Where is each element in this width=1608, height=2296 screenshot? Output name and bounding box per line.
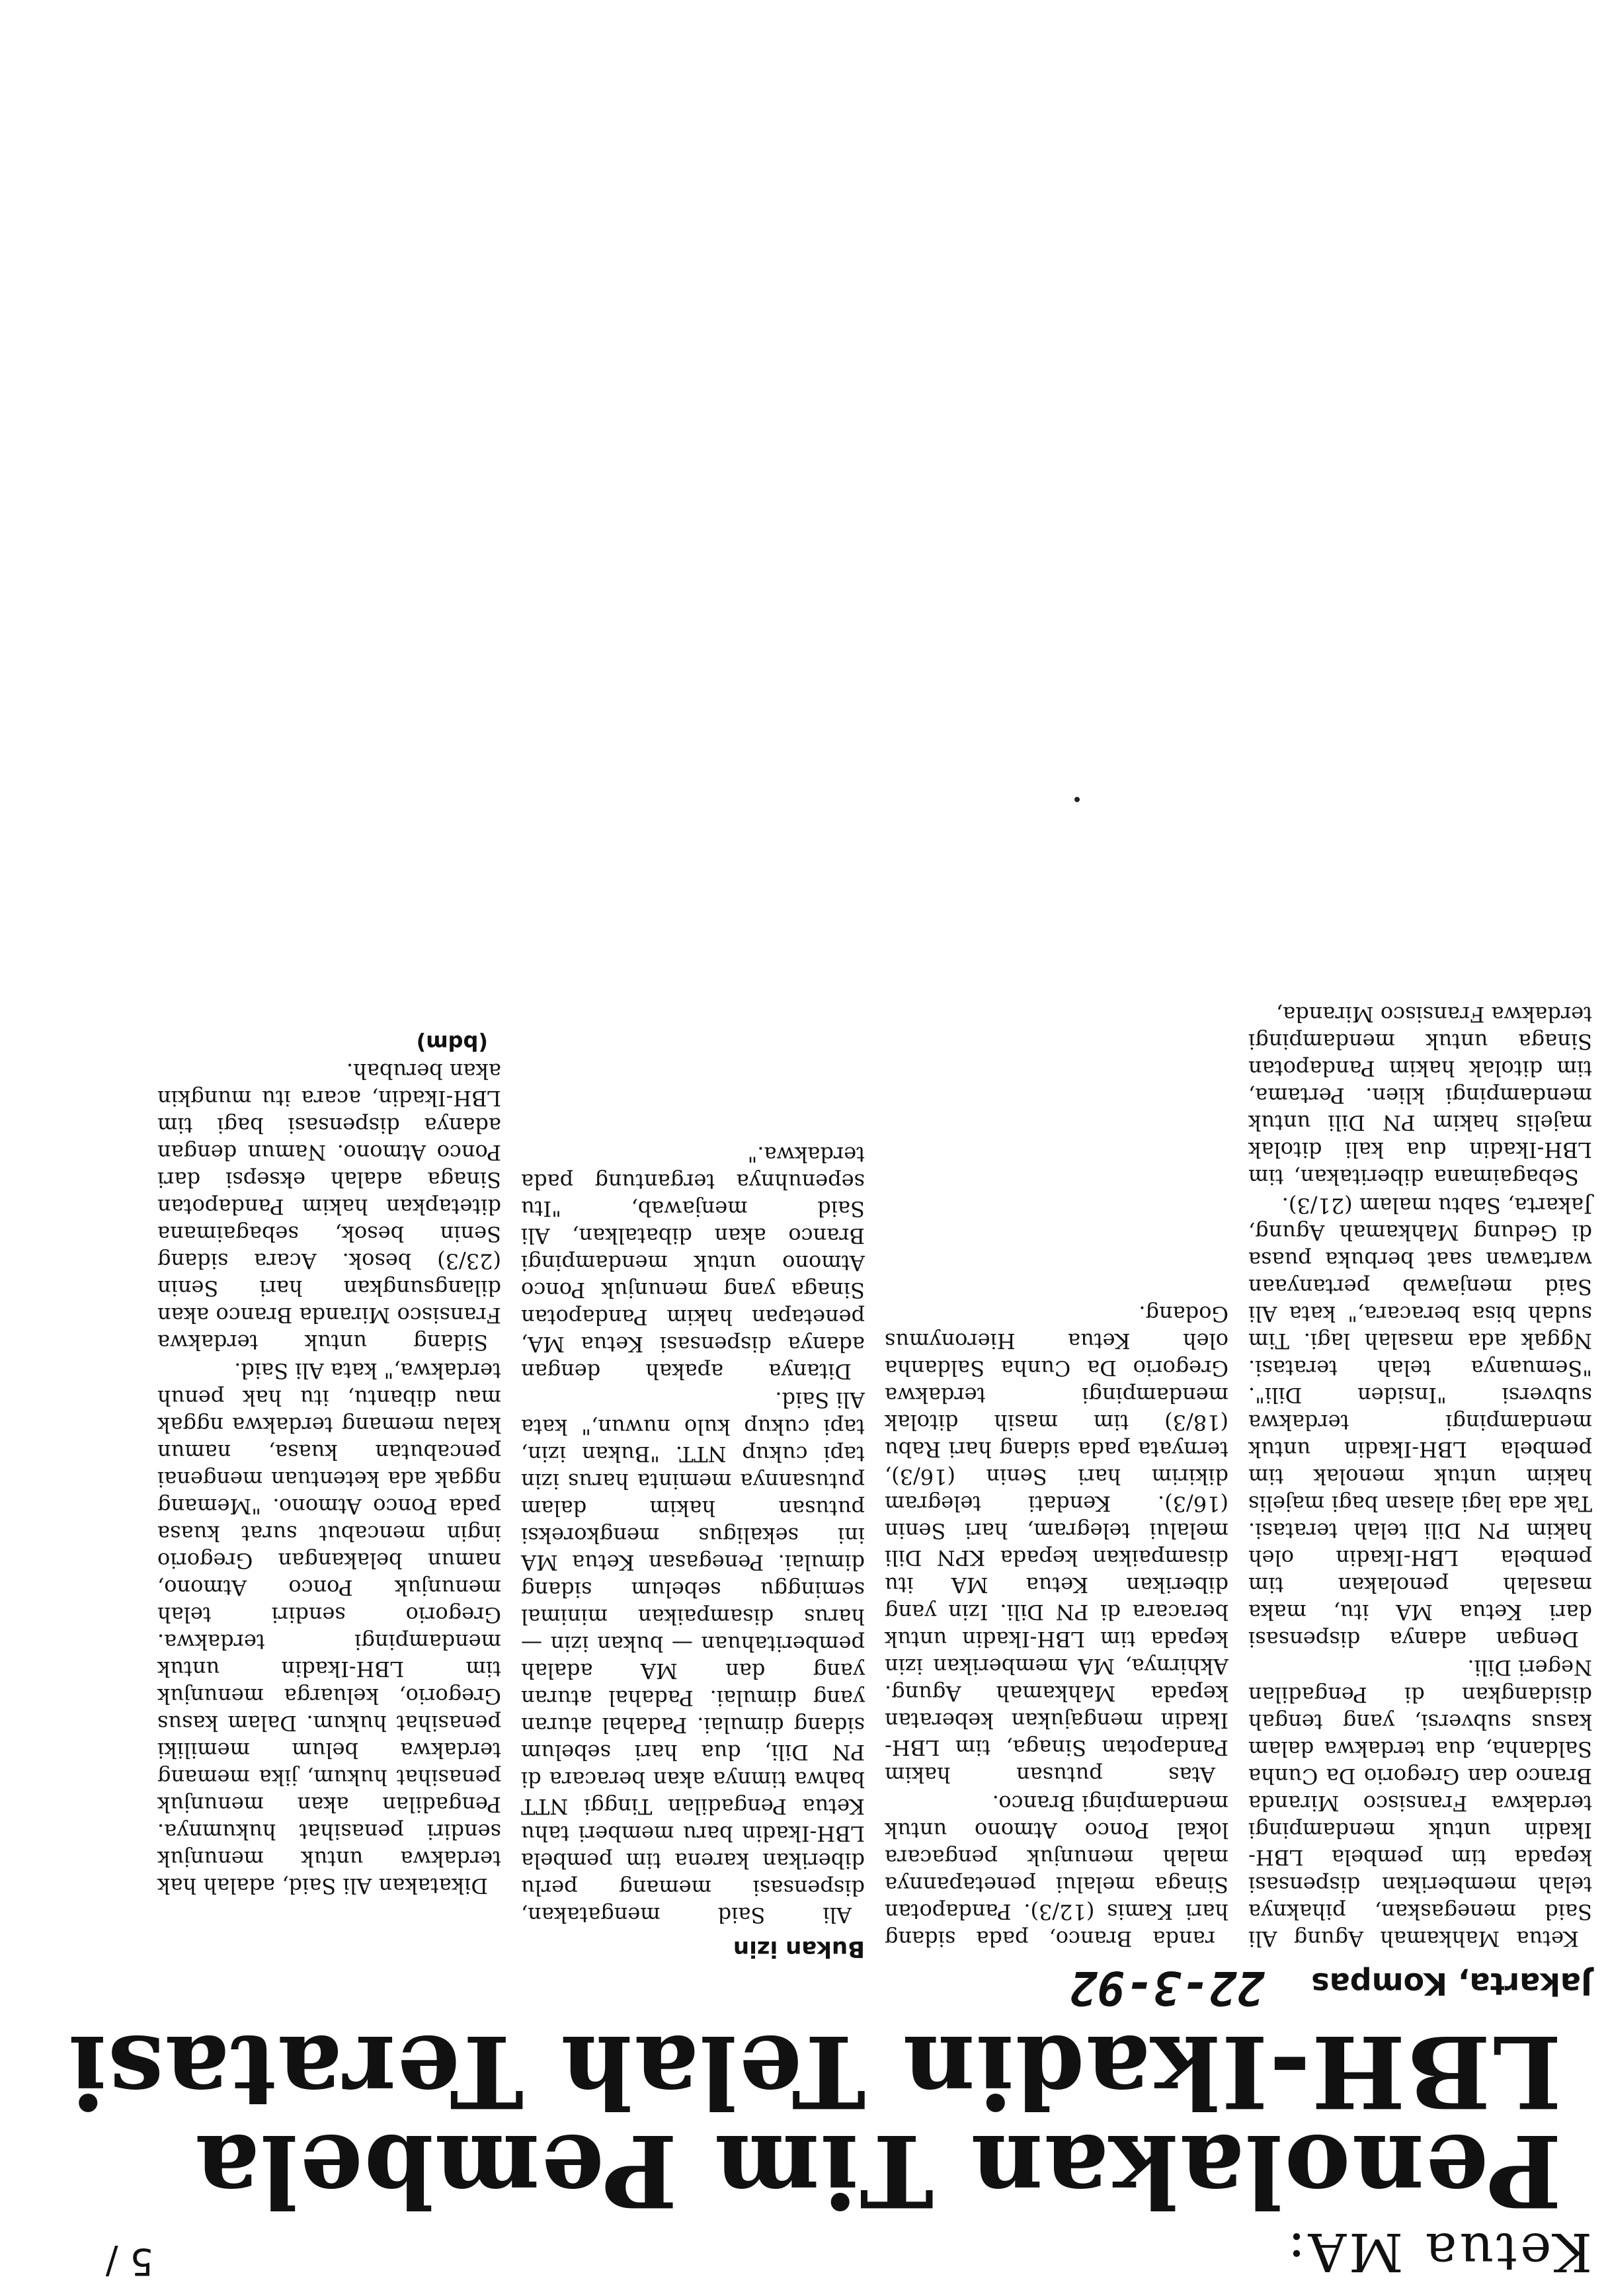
paragraph: Ali Said mengatakan, dispensasi memang perlu diberikan karena tim pembela LBH-Ikadin baru memberi tahu Ketua Pengadilan Tinggi NTT bahwa timnya akan beracara di PN Dili, dua hari sebelum sidang dimulai. Padahal aturan yang dimulai. Padahal aturan yang dan MA adalah pemberitahuan — bukan izin — harus disampaikan minimal seminggu sebelum sidang dimulai. Penegasan Ketua MA ini sekaligus mengkoreksi putusan hakim dalam putusannya meminta harus izin tapi cukup NTT. "Bukan izin, tapi cukup kulo nuwun," kata Ali Said. xyxy=(521,1387,865,1928)
corner-mark: 5 / xyxy=(105,2240,153,2283)
scan-speck xyxy=(1074,797,1080,802)
paragraph: Ditanya apakah dengan adanya dispensasi Ketua MA, penetapan hakim Pandapotan Sinaga yang menunjuk Ponco Atmono untuk mendampingi Branco akan dibatalkan, Ali Said menjawab, "Itu sepenuhnya tergantung pada terdakwa." xyxy=(521,1142,865,1384)
article-byline: Jakarta, Kompas xyxy=(1311,1966,1592,2002)
paragraph: Atas putusan hakim Pandapotan Sinaga, tim LBH-Ikadin mengajukan keberatan kepada Mahkamah Agung. Akhirnya, MA memberikan izin kepada tim LBH-Ikadin untuk beracara di PN Dili. Izin yang diberikan Ketua MA itu disampaikan kepada KPN Dili melalui telegram, hari Senin (16/3). Kendati telegram dikirim hari Senin (16/3), ternyata pada sidang hari Rabu (18/3) tim masih ditolak mendampingi terdakwa Gregorio Da Cunha Saldanha oleh Ketua Hieronymus Godang. xyxy=(885,1301,1228,1787)
article-subhead: Bukan izin xyxy=(733,1936,865,1962)
paragraph: Sidang untuk terdakwa Fransisco Miranda Branco akan dilangsungkan hari Senin (23/3) besok. Acara sidang Senin besok, sebagaimana ditetapkan hakim Pandapotan Sinaga adalah eksepsi dari Ponco Atmono. Namun dengan adanya dispensasi bagi tim LBH-Ikadin, acara itu mungkin akan berubah. xyxy=(157,1059,501,1355)
article-kicker: Ketua MA: xyxy=(1285,2221,1592,2283)
headline-line-2: LBH-Ikadin Telah Teratasi xyxy=(67,2013,1562,2129)
article-headline xyxy=(67,2013,1562,2229)
column-4 xyxy=(157,1028,501,1899)
column-3 xyxy=(521,1139,865,1962)
column-1 xyxy=(1248,999,1592,1952)
paragraph: Sebagaimana diberitakan, tim LBH-Ikadin dua kali ditolak majelis hakim PN Dili untuk mendampingi klien. Pertama, tim ditolak hakim Pandapotan Sinaga untuk mendampingi terdakwa Fransisco Miranda, xyxy=(1248,1002,1592,1190)
paragraph: randa Branco, pada sidang hari Kamis (12/3). Pandapotan Sinaga melalui penetapannya malah menunjuk pengacara lokal Ponco Atmono untuk mendampingi Branco. xyxy=(885,1791,1228,1951)
paragraph: Dengan adanya dispensasi dari Ketua MA itu, maka masalah penolakan tim pembela LBH-Ikadin oleh hakim PN Dili telah teratasi. Tak ada lagi alasan bagi majelis hakim untuk menolak tim pembela LBH-Ikadin untuk mendampingi terdakwa subversi "Insiden Dili". "Semuanya telah teratasi. Nggak ada masalah lagi. Tim sudah bisa beracara," kata Ali Said menjawab pertanyaan wartawan saat berbuka puasa di Gedung Mahkamah Agung, Jakarta, Sabtu malam (21/3). xyxy=(1248,1193,1592,1652)
paragraph: Ketua Mahkamah Agung Ali Said menegaskan, pihaknya telah memberikan dispensasi kepada tim pembela LBH-Ikadin untuk mendampingi terdakwa Fransisco Miranda Branco dan Gregorio Da Cunha Saldanha, dua terdakwa dalam kasus subversi, yang tengah disidangkan di Pengadilan Negeri Dili. xyxy=(1248,1655,1592,1951)
author-credit: (bdm) xyxy=(416,1030,488,1055)
handwritten-date: 22-3-92 xyxy=(1068,1961,1264,2015)
paragraph: Dikatakan Ali Said, adalah hak terdakwa untuk menunjuk sendiri penasihat hukumnya. Pengadilan akan menunjuk penasihat hukum, jika memang terdakwa belum memiliki penasihat hukum. Dalam kasus Gregorio, keluarga menunjuk tim LBH-Ikadin untuk mendampingi terdakwa. Gregorio sendiri telah menunjuk Ponco Atmono, namun belakangan Gregorio ingin mencabut surat kuasa pada Ponco Atmono. "Memang nggak ada ketentuan mengenai pencabutan kuasa, namun kalau memang terdakwa nggak mau dibantu, itu hak penuh terdakwa," kata Ali Said. xyxy=(157,1358,501,1899)
column-2 xyxy=(885,1299,1228,1952)
headline-line-1: Penolakan Tim Pembela xyxy=(194,2112,1562,2229)
